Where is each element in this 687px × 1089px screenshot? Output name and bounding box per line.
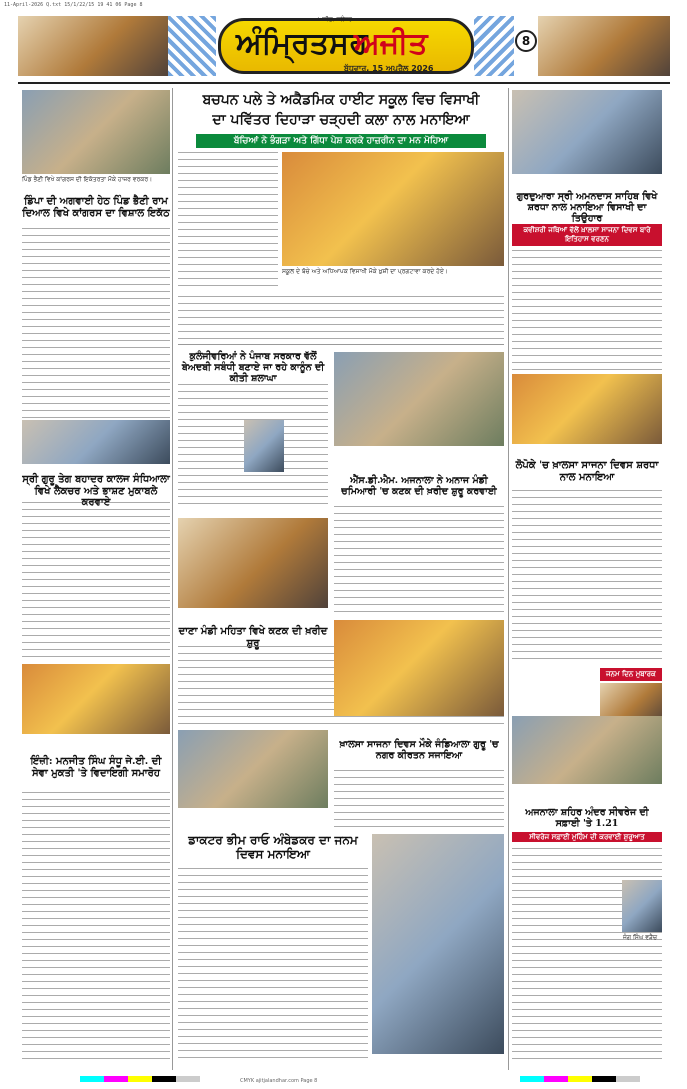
column-rule — [508, 88, 509, 1070]
lead-headline-1: ਬਚਪਨ ਪਲੇ ਤੇ ਅਕੈਡਮਿਕ ਹਾਈਟ ਸਕੂਲ ਵਿਚ ਵਿਸਾਖੀ — [202, 92, 480, 108]
celebration-photo — [178, 730, 328, 808]
headline-mehta-mandi: ਦਾਣਾ ਮੰਡੀ ਮਹਿਤਾ ਵਿਖੇ ਕਣਕ ਦੀ ਖ਼ਰੀਦ ਸ਼ੁਰੂ — [178, 626, 328, 649]
headline-gurdwara-vaisakhi: ਗੁਰਦੁਆਰਾ ਸ੍ਰੀ ਅਮਨਦਾਸ ਸਾਹਿਬ ਵਿਖੇ ਸ਼ਰਧਾ ਨਾਲ ਮਨਾਇਆ ਵਿਸਾਖੀ ਦਾ ਤਿਉਹਾਰ — [516, 191, 658, 224]
lead-subhead: ਬੱਚਿਆਂ ਨੇ ਭੰਗੜਾ ਅਤੇ ਗਿੱਧਾ ਪੇਸ਼ ਕਰਕੇ ਹਾਜ਼ਰੀਨ ਦਾ ਮਨ ਮੋਹਿਆ — [196, 134, 486, 148]
heritage-building-photo — [538, 16, 670, 76]
highlight-bar: ਸੀਵਰੇਜ ਸਫ਼ਾਈ ਮੁਹਿੰਮ ਦੀ ਕਰਵਾਈ ਸ਼ੁਰੂਆਤ — [512, 832, 662, 842]
birthday-label: ਜਨਮ ਦਿਨ ਮੁਬਾਰਕ — [600, 668, 662, 681]
school-vaisakhi-photo — [282, 152, 504, 266]
article-body — [512, 250, 662, 370]
masthead-date: ਬੁੱਧਵਾਰ, 15 ਅਪ੍ਰੈਲ 2026 — [344, 64, 434, 73]
headline-wheat-procurement: ਐੱਸ.ਡੀ.ਐਮ. ਅਜਨਾਲਾ ਨੇ ਅਨਾਜ ਮੰਡੀ ਚਮਿਆਰੀ 'ਚ ਕਣਕ ਦੀ ਖ਼ਰੀਦ ਸ਼ੁਰੂ ਕਰਵਾਈ — [341, 475, 497, 497]
grain-market-photo — [334, 352, 504, 446]
college-event-photo — [22, 420, 170, 464]
headline-law-praise: ਕੁਲੰਜੀਵਰਿਆਂ ਨੇ ਪੰਜਾਬ ਸਰਕਾਰ ਵੱਲੋਂ ਬੇਅਦਬੀ ਸਬੰਧੀ ਬਣਾਏ ਜਾ ਰਹੇ ਕਾਨੂੰਨ ਦੀ ਕੀਤੀ ਸ਼ਲਾਘਾ — [181, 351, 325, 384]
footer-text: CMYK ajitjalandhar.com Page 8 — [240, 1078, 318, 1084]
mandi-photo — [178, 518, 328, 608]
headline-nagar-kirtan: ਖ਼ਾਲਸਾ ਸਾਜਨਾ ਦਿਵਸ ਮੌਕੇ ਜੰਡਿਆਲਾ ਗੁਰੂ 'ਚ ਨਗਰ ਕੀਰਤਨ ਸਜਾਇਆ — [339, 739, 499, 761]
gurdwara-photo — [512, 90, 662, 174]
headline-congress: ਡਿੰਪਾ ਦੀ ਅਗਵਾਈ ਹੇਠ ਪਿੰਡ ਭੈਣੀ ਰਾਮ ਦਿਆਲ ਵਿਖੇ ਕਾਂਗਰਸ ਦਾ ਵਿਸ਼ਾਲ ਇਕੱਠ — [22, 196, 170, 219]
headline-sewerage: ਅਜਨਾਲਾ ਸ਼ਹਿਰ ਅੰਦਰ ਸੀਵਰੇਜ ਦੀ ਸਫ਼ਾਈ 'ਤੇ 1.21 — [525, 807, 649, 829]
article-body — [334, 506, 504, 614]
photo-caption: ਪਿੰਡ ਭੈਣੀ ਵਿਖੇ ਕਾਂਗਰਸ ਦੀ ਇਕੱਤਰਤਾ ਮੌਕੇ ਹਾਜ਼ਰ ਵਰਕਰ। — [22, 176, 153, 183]
ambedkar-event-photo — [372, 834, 504, 1054]
headline-retirement: ਇੰਜ਼ੀ: ਮਨਜੀਤ ਸਿੰਘ ਸੰਧੂ ਜੇ.ਈ. ਦੀ ਸੇਵਾ ਮੁਕਤੀ 'ਤੇ ਵਿਦਾਇਗੀ ਸਮਾਰੋਹ — [30, 756, 162, 779]
article-body — [512, 490, 662, 660]
golden-temple-photo — [18, 16, 168, 76]
masthead — [18, 12, 670, 84]
print-slug: 11-April-2026 Q.txt 15/1/22/15 19 41 06 Page 8 — [4, 2, 143, 8]
lead-body — [178, 152, 278, 292]
nagar-kirtan-photo — [334, 620, 504, 716]
lead-photo-caption: ਸਕੂਲ ਦੇ ਬੱਚੇ ਅਤੇ ਅਧਿਆਪਕ ਵਿਸਾਖੀ ਮੌਕੇ ਖ਼ੁਸ਼ੀ ਦਾ ਪ੍ਰਗਟਾਵਾ ਕਰਦੇ ਹੋਏ। — [282, 268, 448, 275]
headline-college: ਸ੍ਰੀ ਗੁਰੂ ਤੇਗ ਬਹਾਦਰ ਕਾਲਜ ਸੰਧਿਆਲਾ ਵਿਖੇ ਲੈਕਚਰ ਅਤੇ ਭਾਸ਼ਣ ਮੁਕਾਬਲੇ ਕਰਵਾਏ — [22, 474, 170, 508]
page-number: 8 — [515, 30, 537, 52]
congress-gathering-photo — [22, 90, 170, 174]
portrait-photo — [244, 420, 284, 472]
decorative-pattern — [168, 16, 216, 76]
sewerage-photo — [512, 716, 662, 784]
portrait-caption: ਜੰਗ ਸਿੰਘ ਵੜੈਚ — [622, 934, 658, 941]
column-rule — [172, 88, 173, 1070]
section-rule — [178, 344, 504, 345]
article-body — [22, 792, 170, 1064]
masthead-title-paper: ਅਜੀਤ — [354, 26, 428, 61]
lopoke-photo — [512, 374, 662, 444]
headline-lopoke: ਲੋਪੋਕੇ 'ਚ ਖ਼ਾਲਸਾ ਸਾਜਨਾ ਦਿਵਸ ਸ਼ਰਧਾ ਨਾਲ ਮਨਾਇਆ — [515, 460, 659, 483]
highlight-bar: ਕਵੀਸ਼ਰੀ ਜਥਿਆਂ ਵੱਲੋਂ ਖ਼ਾਲਸਾ ਸਾਜਨਾ ਦਿਵਸ ਬਾਰੇ ਇਤਿਹਾਸ ਵਰਣਨ — [512, 224, 662, 246]
masthead-edition: ਅਜੀਤ, ਜਲੰਧਰ — [318, 16, 353, 23]
headline-ambedkar: ਡਾਕਟਰ ਭੀਮ ਰਾਓ ਅੰਬੇਡਕਰ ਦਾ ਜਨਮ ਦਿਵਸ ਮਨਾਇਆ — [188, 833, 358, 861]
portrait-photo — [622, 880, 662, 932]
article-body — [22, 502, 170, 662]
article-body — [178, 868, 368, 1064]
lead-body — [178, 296, 504, 340]
decorative-pattern — [474, 16, 514, 76]
article-body — [334, 770, 504, 830]
retirement-photo — [22, 664, 170, 734]
print-color-strip — [520, 1076, 640, 1082]
masthead-title-city: ਅੰਮ੍ਰਿਤਸਰ — [236, 26, 368, 61]
article-body — [22, 228, 170, 418]
lead-headline-2: ਦਾ ਪਵਿੱਤਰ ਦਿਹਾੜਾ ਚੜ੍ਹਦੀ ਕਲਾ ਨਾਲ ਮਨਾਇਆ — [212, 112, 470, 128]
